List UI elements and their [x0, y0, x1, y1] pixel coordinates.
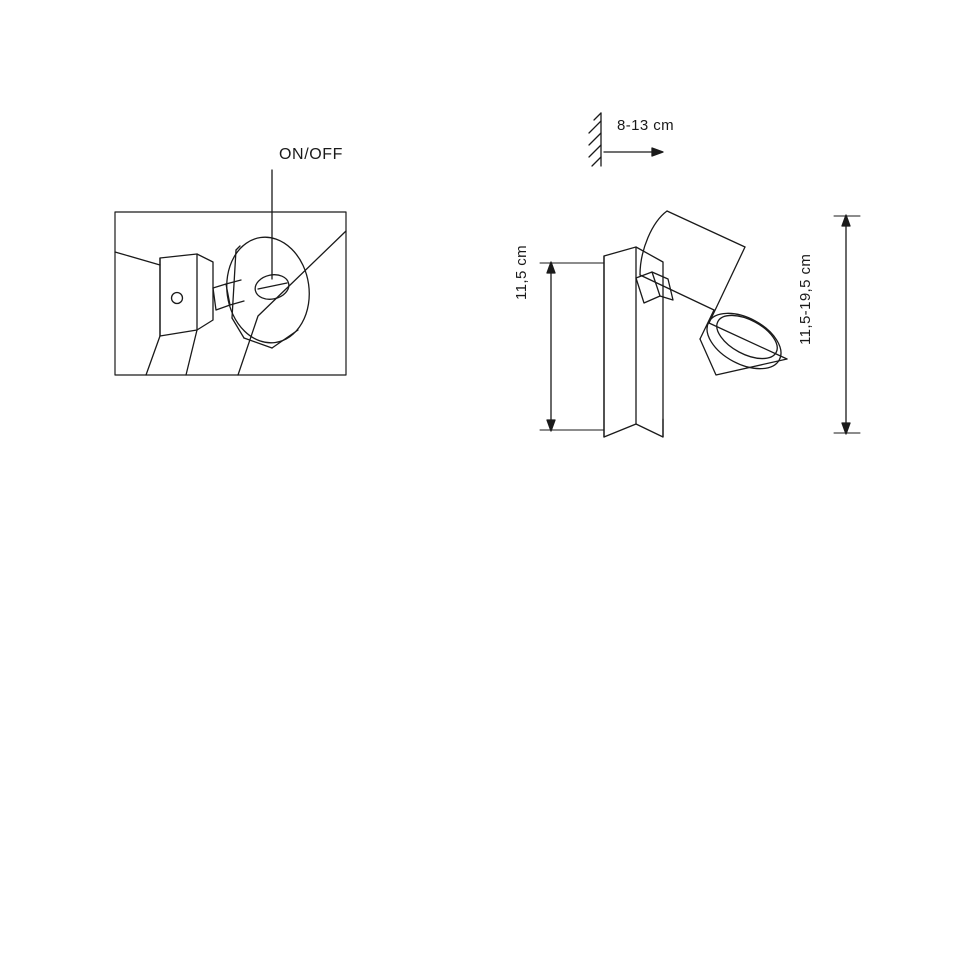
wall-hatch [589, 113, 601, 166]
wall-plate [604, 247, 663, 437]
cylinder-body [640, 211, 787, 359]
projection-dimension-label: 8-13 cm [617, 117, 674, 134]
total-height-dimension-label: 11,5-19,5 cm [797, 253, 814, 345]
body-height-dimension-label: 11,5 cm [513, 244, 530, 300]
dimension-projection [604, 148, 663, 156]
dimension-total-height [834, 215, 860, 434]
detail-frame [115, 212, 346, 375]
onoff-label: ON/OFF [279, 146, 344, 163]
dimension-body-height [540, 262, 604, 431]
